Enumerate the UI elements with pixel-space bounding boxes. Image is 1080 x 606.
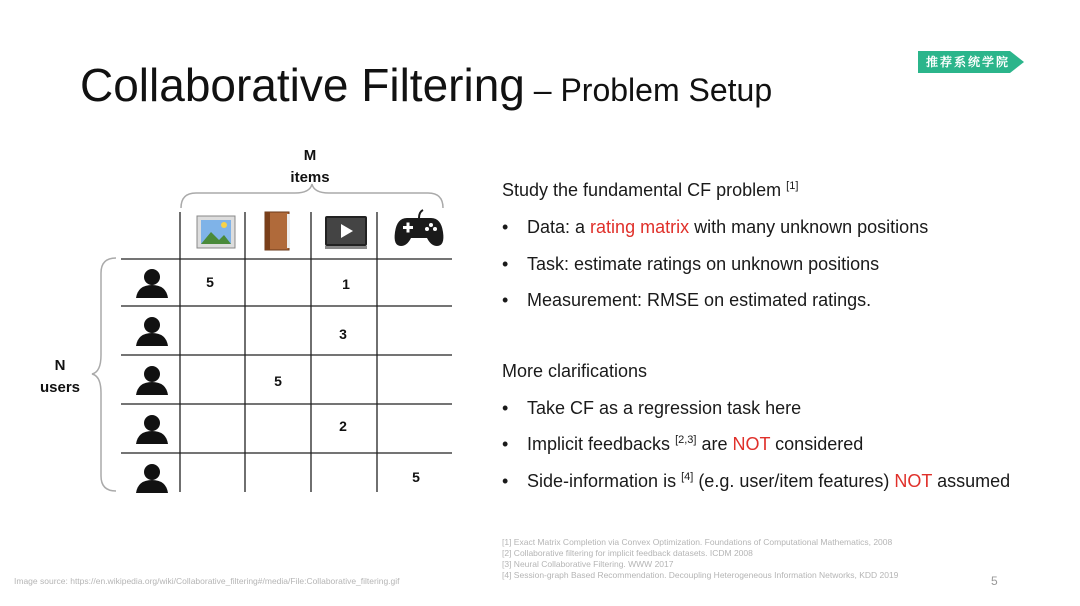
user-icon [136, 269, 168, 298]
bullet-regression: • Take CF as a regression task here [502, 398, 802, 418]
citation: [4] [681, 471, 694, 483]
highlight-rating-matrix: rating matrix [590, 217, 690, 237]
references [502, 537, 898, 581]
reference-item: [1] Exact Matrix Completion via Convex Optimization. Foundations of Computational Mathematics, 2008 [502, 537, 893, 547]
book-icon [265, 212, 290, 250]
rating-cell: 2 [339, 418, 347, 434]
n-label: N [54, 357, 66, 374]
slide-title-main: Collaborative Filtering [80, 59, 525, 111]
user-icon [136, 464, 168, 493]
rating-cell: 3 [339, 326, 347, 342]
picture-icon [197, 216, 235, 248]
items-label: items [290, 169, 330, 186]
bullet-task: • Task: estimate ratings on unknown positions [502, 254, 880, 274]
page-number: 5 [991, 574, 998, 588]
reference-item: [4] Session-graph Based Recommendation. Decoupling Heterogeneous Information Networks, KDD 2019 [502, 570, 899, 580]
gamepad-icon [395, 210, 444, 246]
bullet-measurement: • Measurement: RMSE on estimated ratings. [502, 290, 872, 310]
citation: [1] [786, 180, 799, 192]
rating-cell: 5 [274, 373, 282, 389]
bullet-side-info: • Side-information is [4] (e.g. user/item features) NOT assumed [502, 471, 1011, 491]
bullet-data: • Data: a rating matrix with many unknown positions [502, 217, 929, 237]
rating-matrix-diagram [0, 0, 470, 500]
reference-item: [2] Collaborative filtering for implicit feedback datasets. ICDM 2008 [502, 548, 753, 558]
image-credit-link[interactable]: Image source: https://en.wikipedia.org/wiki/Collaborative_filtering#/media/File:Collaborative_filtering.gif [14, 576, 400, 586]
rating-cell: 5 [206, 274, 214, 290]
logo-badge: 推荐系统学院 [918, 51, 1010, 73]
items-brace [181, 184, 443, 208]
user-icon [136, 366, 168, 395]
users-brace [92, 258, 116, 491]
study-heading: Study the fundamental CF problem [1] [502, 180, 799, 200]
reference-item: [3] Neural Collaborative Filtering. WWW 2017 [502, 559, 674, 569]
citation: [2,3] [675, 434, 697, 446]
users-label: users [39, 379, 81, 396]
slide-title-sub: – Problem Setup [524, 72, 773, 108]
rating-cell: 1 [342, 276, 350, 292]
bullet-implicit: • Implicit feedbacks [2,3] are NOT considered [502, 434, 864, 454]
user-icon [136, 415, 168, 444]
m-label: M [303, 147, 317, 164]
clarifications-heading: More clarifications [502, 361, 648, 381]
video-icon [325, 216, 367, 249]
rating-cell: 5 [412, 469, 420, 485]
matrix-grid [121, 212, 452, 492]
user-icon [136, 317, 168, 346]
